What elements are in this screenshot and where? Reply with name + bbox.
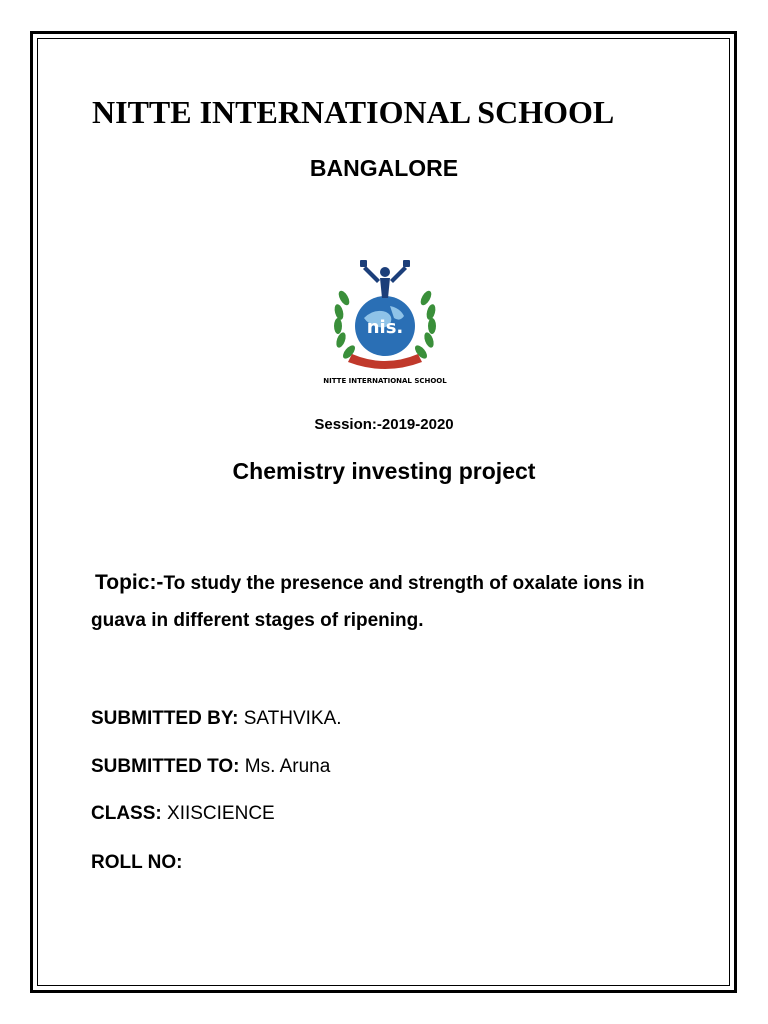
- laurel-left-icon: [333, 289, 357, 361]
- logo-monogram: nis.: [366, 317, 404, 338]
- school-name: NITTE INTERNATIONAL SCHOOL: [92, 94, 615, 130]
- ribbon-icon: [348, 354, 422, 369]
- submitted-to-label: SUBMITTED TO:: [91, 756, 240, 777]
- class-row: [91, 803, 275, 825]
- topic-block: [91, 564, 691, 639]
- person-figure-icon: [360, 260, 410, 298]
- submitted-to-row: [91, 756, 330, 778]
- submitted-to-value: Ms. Aruna: [244, 756, 331, 777]
- roll-no-row: [91, 852, 182, 874]
- topic-label: Topic:-: [95, 571, 164, 594]
- submitted-by-label: SUBMITTED BY:: [91, 708, 239, 729]
- logo-caption: NITTE INTERNATIONAL SCHOOL: [323, 377, 447, 385]
- submitted-by-value: SATHVIKA.: [243, 708, 342, 729]
- school-city: BANGALORE: [309, 155, 459, 181]
- session-label: Session:-2019-2020: [314, 416, 454, 433]
- class-label: CLASS:: [91, 803, 162, 824]
- topic-text: To study the presence and strength of oxalate ions in guava in different stages of ripening.: [91, 573, 645, 631]
- roll-no-label: ROLL NO:: [91, 852, 183, 873]
- project-title: Chemistry investing project: [232, 458, 536, 484]
- school-logo: [323, 258, 447, 390]
- laurel-right-icon: [413, 289, 437, 361]
- submitted-by-row: [91, 708, 342, 730]
- class-value: XIISCIENCE: [167, 803, 275, 824]
